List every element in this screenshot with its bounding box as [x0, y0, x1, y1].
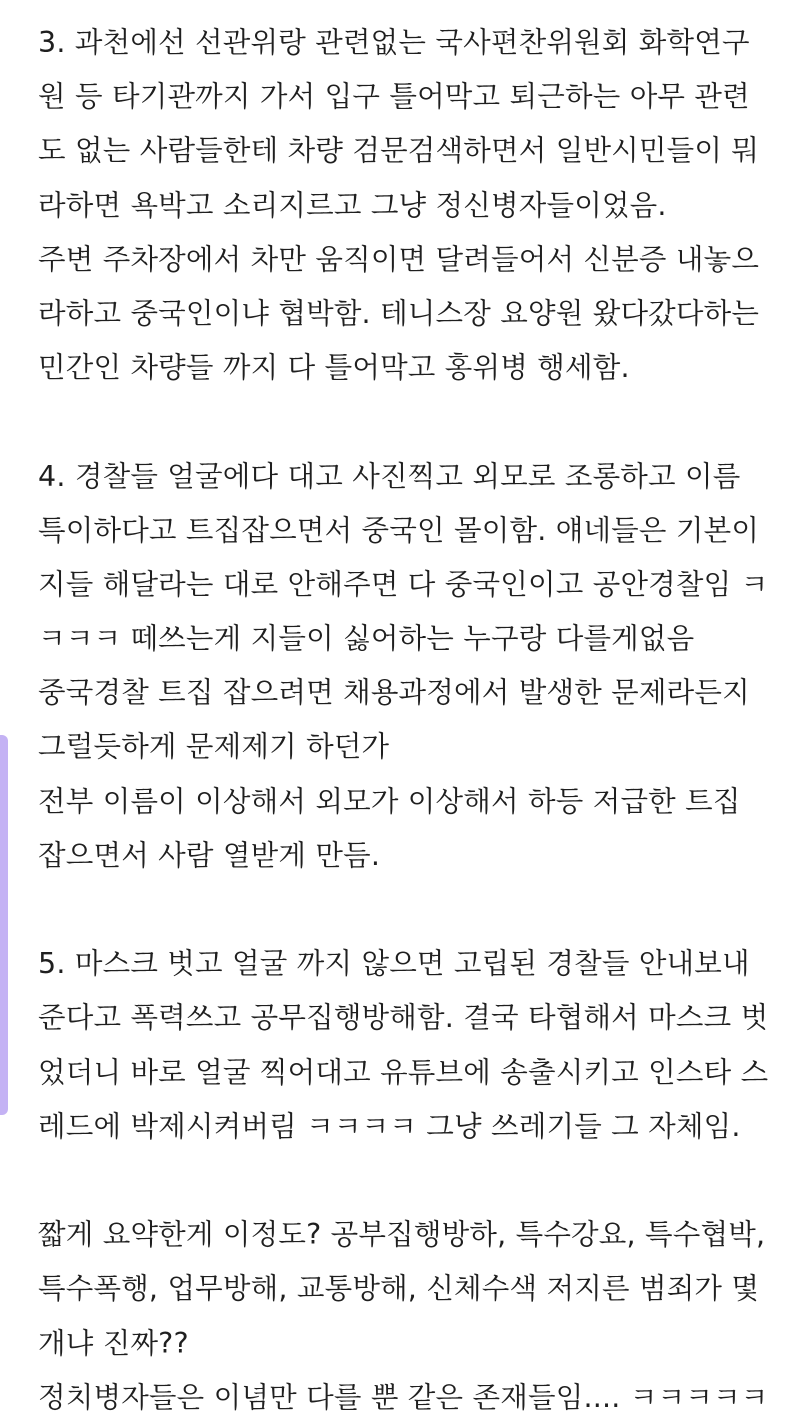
text-line: 정치병자들은 이념만 다를 뿐 같은 존재들임.... ㅋㅋㅋㅋㅋ [38, 1380, 769, 1414]
text-line: 그럴듯하게 문제제기 하던가 [38, 730, 390, 764]
text-line: 지들 해달라는 대로 안해주면 다 중국인이고 공안경찰임 ㅋ [38, 567, 769, 601]
post-body-text [38, 16, 790, 1425]
text-line: 특이하다고 트집잡으면서 중국인 몰이함. 얘네들은 기본이 [38, 513, 760, 547]
text-line: 라하고 중국인이냐 협박함. 테니스장 요양원 왔다갔다하는 [38, 296, 760, 330]
text-line: ㅋㅋㅋ 떼쓰는게 지들이 싫어하는 누구랑 다를게없음 [38, 622, 695, 656]
text-line: 전부 이름이 이상해서 외모가 이상해서 하등 저급한 트집 [38, 784, 741, 818]
text-line: 민간인 차량들 까지 다 틀어막고 홍위병 행세함. [38, 351, 630, 385]
text-line: 라하면 욕박고 소리지르고 그냥 정신병자들이었음. [38, 188, 667, 222]
text-line: 었더니 바로 얼굴 찍어대고 유튜브에 송출시키고 인스타 스 [38, 1055, 769, 1089]
text-line: 주변 주차장에서 차만 움직이면 달려들어서 신분증 내놓으 [38, 242, 760, 276]
text-line: 준다고 폭력쓰고 공무집행방해함. 결국 타협해서 마스크 벗 [38, 1001, 769, 1035]
text-line: 원 등 타기관까지 가서 입구 틀어막고 퇴근하는 아무 관련 [38, 80, 750, 114]
text-line: 특수폭행, 업무방해, 교통방해, 신체수색 저지른 범죄가 몇 [38, 1272, 760, 1306]
text-line: 짧게 요약한게 이정도? 공부집행방하, 특수강요, 특수협박, [38, 1218, 766, 1252]
text-line: 5. 마스크 벗고 얼굴 까지 않으면 고립된 경찰들 안내보내 [38, 947, 750, 981]
text-line: 잡으면서 사람 열받게 만듬. [38, 838, 381, 872]
text-line: 중국경찰 트집 잡으려면 채용과정에서 발생한 문제라든지 [38, 676, 750, 710]
paragraph-spacer [38, 1154, 790, 1208]
text-line: 4. 경찰들 얼굴에다 대고 사진찍고 외모로 조롱하고 이름 [38, 459, 741, 493]
text-line: 3. 과천에선 선관위랑 관련없는 국사편찬위원회 화학연구 [38, 26, 750, 59]
text-line: 도 없는 사람들한테 차량 검문검색하면서 일반시민들이 뭐 [38, 134, 760, 168]
paragraph-spacer [38, 395, 790, 449]
scroll-indicator[interactable] [0, 735, 8, 1115]
text-line: 개냐 진짜?? [38, 1326, 189, 1360]
paragraph-spacer [38, 883, 790, 937]
text-line: 레드에 박제시켜버림 ㅋㅋㅋㅋ 그냥 쓰레기들 그 자체임. [38, 1109, 741, 1143]
